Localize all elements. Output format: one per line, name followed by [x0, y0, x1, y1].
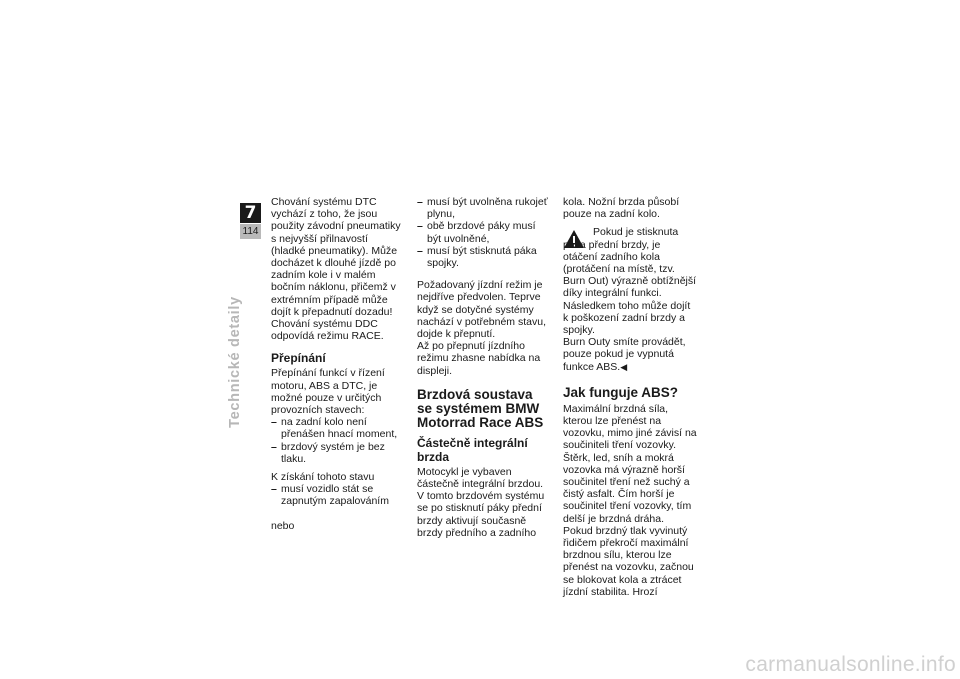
text-column-2: [417, 196, 551, 539]
achieve-state-paragraph: K získání tohoto stavu: [271, 471, 375, 484]
integral-brake-paragraph: Motocykl je vybaven částečně integrální brzdou. V tomto brzdovém systému se po stisknutí páky přední brzdy aktivují současně brzdy předního a zadního: [417, 465, 545, 539]
text-column-3: [563, 196, 697, 598]
list-item: – musí vozidlo stát se zapnutým zapalováním: [271, 483, 405, 507]
page-number: 114: [240, 224, 261, 239]
conditions-list: [271, 416, 405, 465]
list-item: – musí být stisknutá páka spojky.: [417, 245, 551, 269]
dtc-behavior-paragraph: Chování systému DTC vychází z toho, že jsou použity závodní pneumatiky s nejvyšší přilnavostí (hladké pneumatiky). Může docházet k dlouhé jízdě po zadním kole i v malém bočním náklonu, přičemž v extrémním případě může dojít k přepadnutí dozadu! Chování systému DDC odpovídá režimu RACE.: [271, 196, 401, 343]
how-abs-works-heading: Jak funguje ABS?: [563, 384, 679, 400]
display-paragraph: Až po přepnutí jízdního režimu zhasne nabídka na displeji.: [417, 340, 541, 377]
achieve-list: [271, 483, 405, 507]
switching-heading: Přepínání: [271, 351, 326, 366]
chapter-number: 7: [240, 203, 261, 223]
preselect-paragraph: Požadovaný jízdní režim je nejdříve předvolen. Teprve když se dotyčné systémy nachází v potřebném stavu, dojde k přepnutí.: [417, 279, 546, 341]
foot-brake-paragraph: kola. Nožní brzda působí pouze na zadní kolo.: [563, 196, 680, 221]
list-item: – na zadní kolo není přenášen hnací moment,: [271, 416, 405, 440]
switching-paragraph: Přepínání funkcí v řízení motoru, ABS a DTC, je možné pouze v určitých provozních stavech:: [271, 367, 385, 417]
list-item: – musí být uvolněna rukojeť plynu,: [417, 196, 551, 220]
burnout-text: Burn Outy smíte provádět, pouze pokud je vypnutá funkce ABS.: [563, 336, 686, 373]
burnout-paragraph: [563, 336, 697, 373]
warning-text: Pokud je stisknuta páka přední brzdy, je otáčení zadního kola (protáčení na místě, tzv. Burn Out) výrazně obtížnější díky integrální funkci. Následkem toho může dojít k poškození zadní brzdy a spojky.: [563, 226, 697, 337]
watermark: carmanualsonline.info: [745, 653, 956, 676]
end-mark-icon: ◀: [620, 361, 628, 372]
partial-integral-brake-heading: Částečně integrální brzda: [417, 435, 528, 464]
chapter-title-text: Technické detaily: [227, 296, 243, 428]
abs-friction-paragraph: Maximální brzdná síla, kterou lze přenést na vozovku, mimo jiné závisí na součiniteli tření vozovky. Štěrk, led, sníh a mokrá vozovka má výrazně horší součinitel tření než suchý a čistý asfalt. Čím horší je součinitel tření vozovky, tím delší je brzdná dráha.: [563, 402, 697, 525]
list-item: – obě brzdové páky musí být uvolněné,: [417, 220, 551, 244]
brake-system-heading: Brzdová soustava se systémem BMW Motorrad Race ABS: [417, 386, 544, 430]
abs-pressure-paragraph: Pokud brzdný tlak vyvinutý řidičem překročí maximální brzdnou sílu, kterou lze přenést na vozovku, začnou se blokovat kola a ztrácet jízdní stabilita. Hrozí: [563, 524, 694, 598]
text-column-1: [271, 196, 405, 532]
release-conditions-list: [417, 196, 551, 269]
list-item: – brzdový systém je bez tlaku.: [271, 441, 405, 465]
or-text: nebo: [271, 519, 295, 532]
